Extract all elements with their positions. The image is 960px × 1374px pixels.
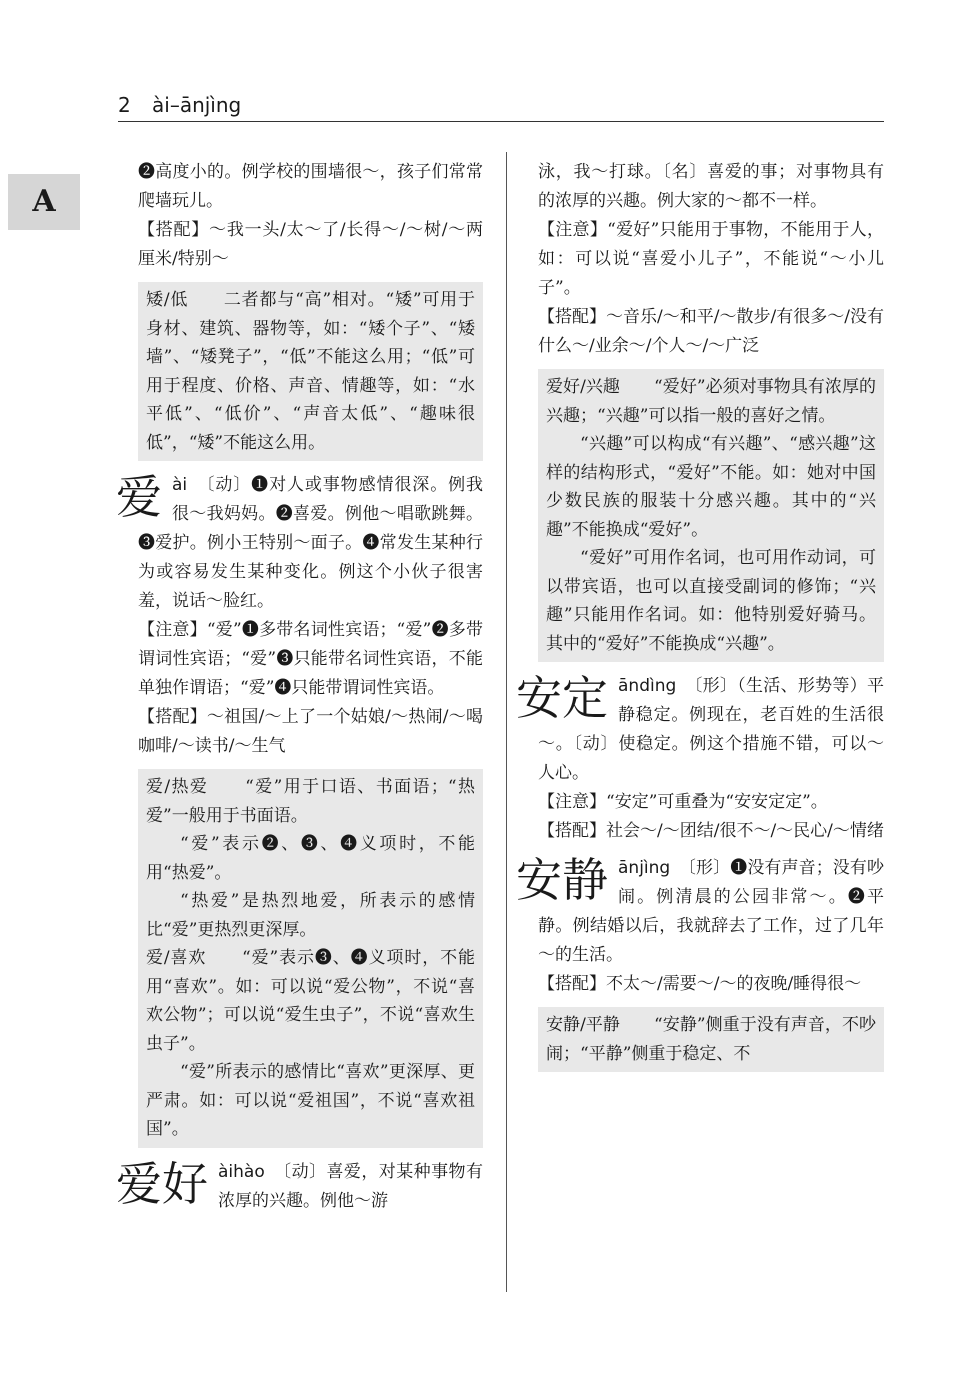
entry-anjing bbox=[516, 853, 885, 970]
entry-aihao bbox=[116, 1156, 484, 1216]
page-header bbox=[118, 93, 884, 122]
collocation: 【搭配】～我一头/太～了/长得～/～树/～两厘米/特别～ bbox=[138, 220, 483, 269]
usage-box bbox=[538, 1007, 884, 1072]
left-column bbox=[116, 158, 484, 1216]
note: 【注意】“爱好”只能用于事物，不能用于人，如：可以说“喜爱小儿子”，不能说“～小儿子”。 bbox=[538, 220, 884, 298]
usage-note: 爱/热爱 “爱”用于口语、书面语；“热爱”一般用于书面语。 bbox=[146, 777, 475, 826]
usage-note: 矮/低 二者都与“高”相对。“矮”可用于身材、建筑、器物等，如：“矮个子”、“矮墙”、“矮凳子”，“低”不能这么用；“低”可用于程度、价格、声音、情趣等，如：“水平低”、“低价”、“声音太低”、“趣味很低”，“矮”不能这么用。 bbox=[146, 290, 475, 453]
usage-box bbox=[538, 369, 884, 662]
entry-anding bbox=[516, 671, 885, 788]
definition: 〔形〕（生活、形势等）平静稳定。例现在，老百姓的生活很～。〔动〕使稳定。例这个措施不错，可以～人心。 bbox=[538, 676, 885, 783]
usage-note: “热爱”是热烈地爱，所表示的感情比“爱”更热烈更深厚。 bbox=[146, 891, 475, 940]
definition: 〔动〕喜爱，对某种事物有浓厚的兴趣。例他～游 bbox=[218, 1161, 484, 1211]
right-column bbox=[516, 158, 885, 1082]
collocation: 【搭配】不太～/需要～/～的夜晚/睡得很～ bbox=[538, 974, 862, 994]
column-divider bbox=[506, 152, 507, 1292]
headword: 安静 bbox=[516, 853, 608, 907]
usage-box bbox=[138, 282, 483, 461]
usage-note: 爱好/兴趣 “爱好”必须对事物具有浓厚的兴趣；“兴趣”可以指一般的喜好之情。 bbox=[546, 377, 876, 426]
definition: 〔动〕❶对人或事物感情很深。例我很～我妈妈。❷喜爱。例他～唱歌跳舞。❸爱护。例小王特别～面子。❹常发生某种行为或容易发生某种变化。例这个小伙子很害羞，说话～脸红。 bbox=[138, 475, 484, 611]
page-number: 2 bbox=[118, 93, 131, 117]
entry-ai bbox=[116, 470, 484, 616]
entry-text: ❷高度小的。例学校的围墙很～，孩子们常常爬墙玩儿。 bbox=[138, 162, 483, 211]
pinyin: ānjìng bbox=[618, 858, 671, 878]
collocation: 【搭配】～音乐/～和平/～散步/有很多～/没有什么～/业余～/个人～/～广泛 bbox=[538, 307, 884, 356]
page-range: ài–ānjìng bbox=[152, 93, 242, 117]
section-tab: A bbox=[8, 174, 80, 230]
usage-note: 爱/喜欢 “爱”表示❸、❹义项时，不能用“喜欢”。如：可以说“爱公物”，不说“喜欢公物”；可以说“爱生虫子”，不说“喜欢生虫子”。 bbox=[146, 948, 475, 1054]
pinyin: àihào bbox=[218, 1161, 265, 1182]
usage-box bbox=[138, 769, 483, 1148]
usage-note: 安静/平静 “安静”侧重于没有声音，不吵闹；“平静”侧重于稳定、不 bbox=[546, 1015, 876, 1064]
usage-note: “爱”表示❷、❸、❹义项时，不能用“热爱”。 bbox=[146, 834, 475, 883]
entry-text: 泳，我～打球。〔名〕喜爱的事；对事物具有的浓厚的兴趣。例大家的～都不一样。 bbox=[538, 162, 884, 211]
collocation: 【搭配】社会～/～团结/很不～/～民心/～情绪 bbox=[538, 821, 884, 841]
headword: 爱 bbox=[116, 470, 162, 524]
usage-note: “爱”所表示的感情比“喜欢”更深厚、更严肃。如：可以说“爱祖国”，不说“喜欢祖国”。 bbox=[146, 1062, 475, 1139]
note: 【注意】“爱”❶多带名词性宾语；“爱”❷多带谓词性宾语；“爱”❸只能带名词性宾语，不能单独作谓语；“爱”❹只能带谓词性宾语。 bbox=[138, 620, 483, 698]
usage-note: “爱好”可用作名词，也可用作动词，可以带宾语，也可以直接受副词的修饰；“兴趣”只能用作名词。如：他特别爱好骑马。其中的“爱好”不能换成“兴趣”。 bbox=[546, 548, 876, 654]
note: 【注意】“安定”可重叠为“安安定定”。 bbox=[538, 792, 828, 812]
headword: 安定 bbox=[516, 671, 608, 725]
pinyin: āndìng bbox=[618, 676, 677, 696]
definition: 〔形〕❶没有声音；没有吵闹。例清晨的公园非常～。❷平静。例结婚以后，我就辞去了工作，过了几年～的生活。 bbox=[538, 858, 885, 965]
usage-note: “兴趣”可以构成“有兴趣”、“感兴趣”这样的结构形式，“爱好”不能。如：她对中国少数民族的服装十分感兴趣。其中的“兴趣”不能换成“爱好”。 bbox=[546, 434, 876, 540]
collocation: 【搭配】～祖国/～上了一个姑娘/～热闹/～喝咖啡/～读书/～生气 bbox=[138, 707, 483, 756]
pinyin: ài bbox=[172, 475, 188, 495]
headword: 爱好 bbox=[116, 1156, 208, 1211]
